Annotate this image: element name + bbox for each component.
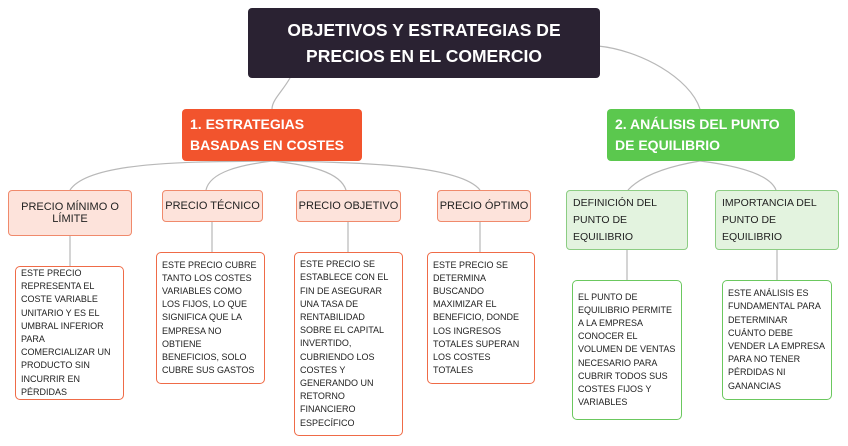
connector-branch1-topic3 bbox=[272, 161, 346, 190]
connector-branch2-topic1 bbox=[628, 161, 700, 190]
leaf-text: ESTE PRECIO SE DETERMINA BUSCANDO MAXIMIZAR EL BENEFICIO, DONDE LOS INGRESOS TOTALES SUPERAN LOS COSTES TOTALES bbox=[433, 259, 520, 376]
topic-label: PRECIO OBJETIVO bbox=[298, 200, 399, 212]
branch-node-break-even bbox=[607, 109, 795, 161]
leaf-text: ESTE PRECIO REPRESENTA EL COSTE VARIABLE UNITARIO Y ES EL UMBRAL INFERIOR PARA COMERCIALIZAR UN PRODUCTO SIN INCURRIR EN PÉRDIDAS bbox=[21, 267, 111, 397]
topic-label: IMPORTANCIA DEL PUNTO DE EQUILIBRIO bbox=[722, 196, 817, 243]
root-title-node bbox=[248, 8, 600, 78]
branch-label: 2. ANÁLISIS DEL PUNTO DE EQUILIBRIO bbox=[615, 116, 780, 153]
topic-node-importancia-punto-equilibrio bbox=[715, 190, 839, 250]
leaf-description-precio-tecnico bbox=[156, 252, 265, 384]
connector-branch1-topic1 bbox=[70, 161, 272, 190]
topic-node-precio-tecnico bbox=[162, 190, 263, 222]
leaf-description-importancia bbox=[722, 280, 832, 400]
topic-node-precio-optimo bbox=[437, 190, 531, 222]
topic-label: PRECIO MÍNIMO O LÍMITE bbox=[21, 201, 119, 225]
root-title: OBJETIVOS Y ESTRATEGIAS DE PRECIOS EN EL COMERCIO bbox=[287, 20, 561, 66]
branch-node-cost-strategies bbox=[182, 109, 362, 161]
topic-node-definicion-punto-equilibrio bbox=[566, 190, 688, 250]
leaf-description-precio-optimo bbox=[427, 252, 535, 384]
leaf-text: ESTE PRECIO SE ESTABLECE CON EL FIN DE ASEGURAR UNA TASA DE RENTABILIDAD SOBRE EL CAPITAL INVERTIDO, CUBRIENDO LOS COSTES Y GENERANDO UN RETORNO FINANCIERO ESPECÍFICO bbox=[300, 259, 389, 428]
connector-branch1-topic4 bbox=[272, 161, 480, 190]
leaf-description-precio-objetivo bbox=[294, 252, 403, 436]
topic-label: PRECIO ÓPTIMO bbox=[439, 200, 529, 212]
topic-label: PRECIO TÉCNICO bbox=[165, 200, 260, 212]
branch-label: 1. ESTRATEGIAS BASADAS EN COSTES bbox=[190, 116, 345, 153]
connector-root-branch-1 bbox=[272, 78, 290, 109]
topic-label: DEFINICIÓN DEL PUNTO DE EQUILIBRIO bbox=[573, 196, 657, 243]
leaf-text: EL PUNTO DE EQUILIBRIO PERMITE A LA EMPRESA CONOCER EL VOLUMEN DE VENTAS NECESARIO PARA CUBRIR TODOS SUS COSTES FIJOS Y VARIABLES bbox=[578, 291, 676, 408]
connector-branch1-topic2 bbox=[206, 161, 272, 190]
connector-branch2-topic2 bbox=[700, 161, 776, 190]
topic-node-precio-minimo bbox=[8, 190, 132, 236]
leaf-text: ESTE ANÁLISIS ES FUNDAMENTAL PARA DETERMINAR CUÁNTO DEBE VENDER LA EMPRESA PARA NO TENER PÉRDIDAS NI GANANCIAS bbox=[728, 288, 825, 391]
leaf-description-definicion bbox=[572, 280, 682, 420]
leaf-text: ESTE PRECIO CUBRE TANTO LOS COSTES VARIABLES COMO LOS FIJOS, LO QUE SIGNIFICA QUE LA EMPRESA NO OBTIENE BENEFICIOS, SOLO CUBRE SUS GASTOS bbox=[162, 259, 257, 376]
leaf-description-precio-minimo bbox=[15, 266, 124, 400]
topic-node-precio-objetivo bbox=[296, 190, 401, 222]
connector-root-branch-2 bbox=[598, 46, 700, 109]
